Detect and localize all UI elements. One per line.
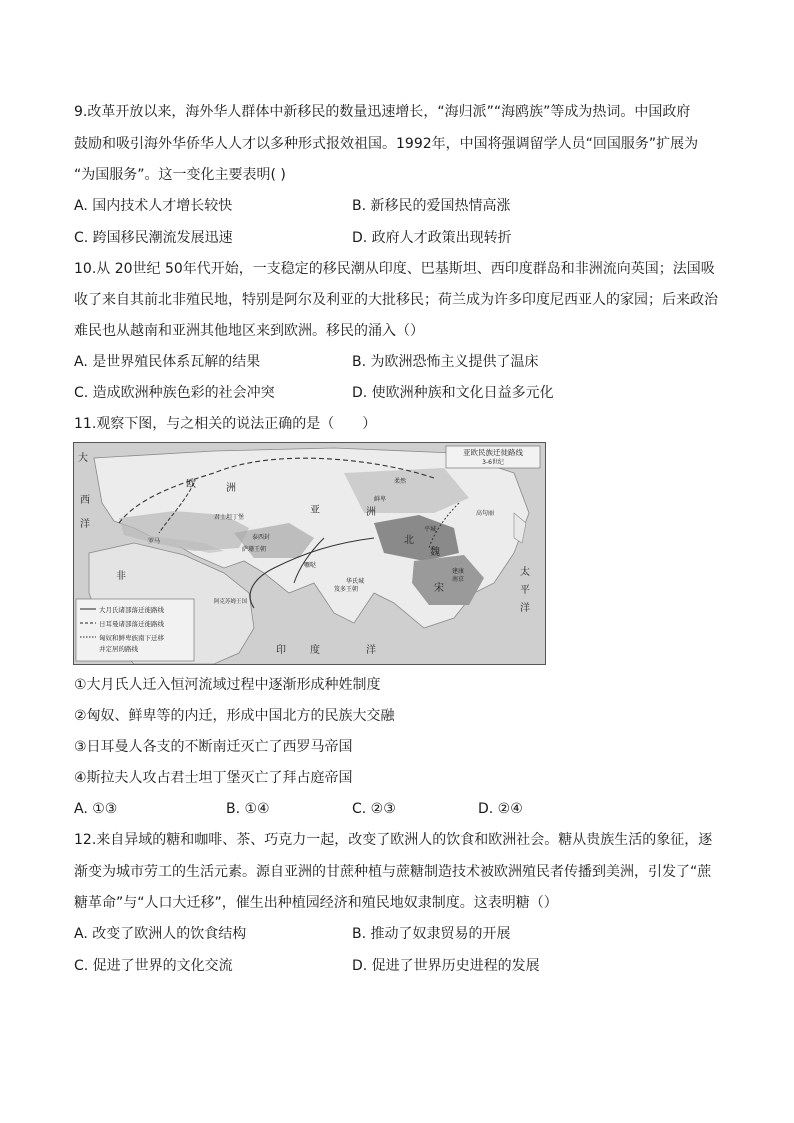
map-subtitle: 3-6世纪 — [482, 459, 504, 466]
map-label: 平 — [520, 585, 530, 596]
map-label: 非 — [116, 571, 126, 582]
map-label: 萨珊王朝 — [242, 546, 267, 553]
q9-stem-line-2: 鼓励和吸引海外华侨华人人才以多种形式报效祖国。1992年，中国将强调留学人员“回国服务”扩展为 — [74, 136, 699, 152]
q11-statement-1: ①大月氏人迁入恒河流域过程中逐渐形成种姓制度 — [74, 677, 381, 693]
migration-map — [73, 442, 546, 665]
q10-option-b: B. 为欧洲恐怖主义提供了温床 — [352, 354, 539, 370]
map-label: 亚 — [310, 505, 320, 516]
q12-stem-line-1: 12.来自异域的糖和咖啡、茶、巧克力一起，改变了欧洲人的饮食和欧洲社会。糖从贵族生活的象征，逐 — [74, 832, 713, 848]
q11-statement-4: ④斯拉夫人攻占君士坦丁堡灭亡了拜占庭帝国 — [74, 770, 353, 786]
map-label: 平城 — [424, 526, 437, 533]
map-label: 罗马 — [148, 538, 161, 545]
map-label: 洲 — [226, 483, 236, 494]
legend-item-4: 并定居的路线 — [99, 645, 138, 653]
q11-statement-3: ③日耳曼人各支的不断南迁灭亡了西罗马帝国 — [74, 739, 353, 755]
map-label: 印 — [276, 645, 286, 656]
q12-option-c: C. 促进了世界的文化交流 — [74, 958, 233, 974]
q11-option-a: A. ①③ — [74, 801, 118, 817]
q9-option-a: A. 国内技术人才增长较快 — [74, 198, 233, 214]
q11-statement-2: ②匈奴、鲜卑等的内迁，形成中国北方的民族大交融 — [74, 708, 395, 724]
q11-option-d: D. ②④ — [478, 801, 523, 817]
q12-option-a: A. 改变了欧洲人的饮食结构 — [74, 926, 247, 942]
q9-stem-line-3: “为国服务”。这一变化主要表明( ) — [74, 167, 286, 183]
map-label: 西 — [80, 495, 90, 506]
map-label: 华氏城 — [346, 578, 365, 585]
map-label: 高句丽 — [476, 510, 495, 517]
legend-item-3: 匈奴和鲜卑族南下迁移 — [99, 634, 164, 642]
map-label: 洋 — [520, 603, 530, 614]
q10-option-d: D. 使欧洲种族和文化日益多元化 — [352, 385, 554, 401]
map-label: 魏 — [430, 547, 440, 558]
map-label: 柔然 — [394, 478, 407, 485]
map-label: 君士坦丁堡 — [214, 514, 245, 521]
map-label: 度 — [310, 645, 320, 656]
map-label: 欧 — [186, 479, 196, 490]
map-label: 大 — [78, 453, 88, 464]
map-label: 建康 — [452, 568, 465, 575]
map-label: 洋 — [366, 645, 376, 656]
q10-stem-line-2: 收了来自其前北非殖民地，特别是阿尔及利亚的大批移民；荷兰成为许多印度尼西亚人的家园；后来政治 — [74, 292, 718, 308]
q9-stem-line-1: 9.改革开放以来，海外华人群体中新移民的数量迅速增长，“海归派”“海鸥族”等成为热词。中国政府 — [74, 104, 691, 120]
q11-stem: 11.观察下图，与之相关的说法正确的是（ ） — [74, 416, 377, 432]
map-label: 宋 — [434, 583, 444, 594]
legend-item-2: 日耳曼诸部落迁徙路线 — [99, 620, 164, 628]
q12-option-b: B. 推动了奴隶贸易的开展 — [352, 926, 511, 942]
q9-option-c: C. 跨国移民潮流发展迅速 — [74, 230, 233, 246]
legend-item-1: 大月氏诸部落迁徙路线 — [99, 606, 164, 614]
q12-option-d: D. 促进了世界历史进程的发展 — [352, 958, 540, 974]
q9-option-d: D. 政府人才政策出现转折 — [352, 230, 512, 246]
q11-option-b: B. ①④ — [226, 801, 270, 817]
map-title: 亚欧民族迁徙路线 — [463, 448, 523, 457]
q9-option-b: B. 新移民的爱国热情高涨 — [352, 198, 511, 214]
q12-stem-line-2: 渐变为城市劳工的生活元素。源自亚洲的甘蔗种植与蔗糖制造技术被欧洲殖民者传播到美洲，引发了“蔗 — [74, 864, 712, 880]
map-label: 嚈哒 — [304, 562, 317, 569]
map-label: 北 — [404, 535, 414, 546]
map-label: 洲 — [366, 507, 376, 518]
map-label: 泰西封 — [252, 534, 271, 541]
map-label: 洋 — [80, 519, 90, 530]
map-label: 鲜卑 — [374, 496, 387, 503]
map-label: 太 — [520, 567, 530, 578]
map-label: 南京 — [452, 576, 465, 583]
q10-option-c: C. 造成欧洲种族色彩的社会冲突 — [74, 385, 275, 401]
q11-option-c: C. ②③ — [352, 801, 396, 817]
map-label: 笈多王朝 — [334, 586, 359, 593]
map-label: 阿克苏姆王国 — [214, 599, 248, 605]
q10-option-a: A. 是世界殖民体系瓦解的结果 — [74, 354, 261, 370]
q10-stem-line-1: 10.从 20世纪 50年代开始，一支稳定的移民潮从印度、巴基斯坦、西印度群岛和非洲流向英国；法国吸 — [74, 261, 715, 277]
q12-stem-line-3: 糖革命”与“人口大迁移”，催生出种植园经济和殖民地奴隶制度。这表明糖（） — [74, 895, 558, 911]
q10-stem-line-3: 难民也从越南和亚洲其他地区来到欧洲。移民的涌入（） — [74, 323, 424, 339]
